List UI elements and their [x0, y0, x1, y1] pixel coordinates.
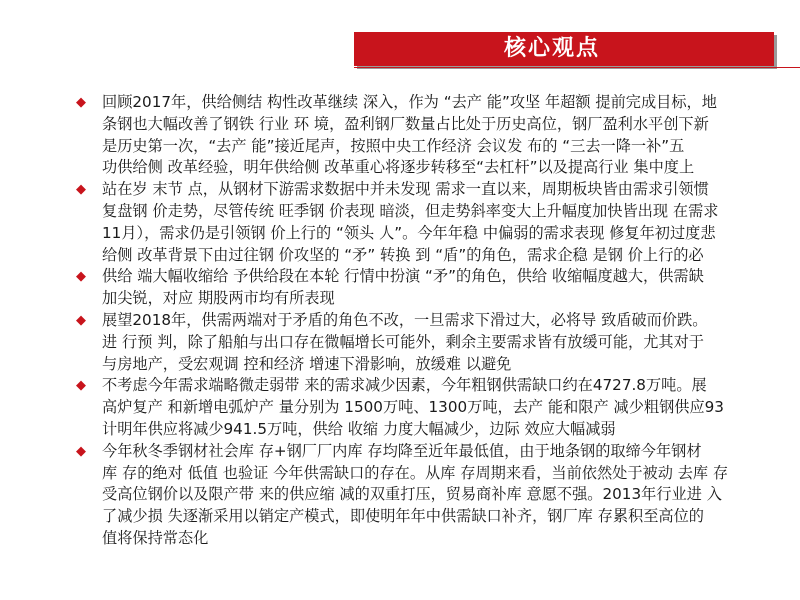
title-banner	[354, 32, 774, 66]
slide-title: 核心观点	[504, 36, 601, 61]
bullet-text-line: 供给 端大幅收缩给 予供给段在本轮 行情中扮演 “矛”的角色，供给 收缩幅度越大，供需缺	[102, 267, 704, 286]
diamond-bullet-icon: ◆	[76, 378, 86, 394]
bullet-text-line: 与房地产，受宏观调 控和经济 增速下滑影响，放缓难 以避免	[102, 354, 512, 373]
bullet-text-line: 11月），需求仍是引领钢 价上行的 “领头 人”。今年年稳 中偏弱的需求表现 修复年初过度悲	[102, 223, 716, 242]
bullet-text-line: 回顾2017年，供给侧结 构性改革继续 深入，作为 “去产 能”攻坚 年超额 提前完成目标，地	[102, 93, 717, 111]
bullet-text-line: 是历史第一次，“去产 能”接近尾声，按照中央工作经济 会议发 布的 “三去一降一补”五	[102, 136, 685, 155]
bullet-text-line: 复盘钢 价走势，尽管传统 旺季钢 价表现 暗淡，但走势斜率变大上升幅度加快皆出现 在需求	[102, 201, 719, 220]
bullet-text-line: 站在岁 末节 点，从钢材下游需求数据中并未发现 需求一直以来，周期板块皆由需求引领惯	[102, 180, 709, 199]
bullet-text-line: 功供给侧 改革经验，明年供给侧 改革重心将逐步转移至“去杠杆”以及提高行业 集中度上	[102, 158, 695, 177]
diamond-bullet-icon: ◆	[76, 269, 86, 285]
bullet-text-line: 受高位钢价以及限产带 来的供应缩 减的双重打压，贸易商补库 意愿不强。2013年行业进 入	[102, 485, 722, 504]
bullet-text-line: 库 存的绝对 低值 也验证 今年供需缺口的存在。从库 存周期来看，当前依然处于被动 去库 存	[102, 463, 729, 482]
bullet-text-line: 不考虑今年需求端略微走弱带 来的需求减少因素，今年粗钢供需缺口约在4727.8万吨。展	[102, 376, 707, 395]
diamond-bullet-icon: ◆	[76, 312, 86, 328]
bullet-text-line: 条钢也大幅改善了钢铁 行业 环 境，盈利钢厂数量占比处于历史高位，钢厂盈利水平创下新	[102, 114, 709, 133]
bullet-text-line: 计明年供应将减少941.5万吨，供给 收缩 力度大幅减少，边际 效应大幅减弱	[102, 419, 616, 438]
bullet-point	[76, 266, 800, 310]
diamond-bullet-icon: ◆	[76, 443, 86, 459]
bullet-point	[76, 92, 800, 179]
bullet-point	[76, 179, 800, 266]
bullet-text-line: 加尖锐，对应 期股两市均有所表现	[102, 289, 335, 308]
bullet-point	[76, 375, 800, 440]
bullet-text-line: 今年秋冬季钢材社会库 存+钢厂厂内库 存均降至近年最低值，由于地条钢的取缔今年钢材	[102, 441, 702, 460]
bullet-point	[76, 310, 800, 375]
bullet-text-line: 给侧 改革背景下由过往钢 价攻坚的 “矛” 转换 到 “盾”的角色，需求企稳 是钢 价上行的必	[102, 245, 704, 264]
bullet-text-line: 进 行预 判，除了船舶与出口存在微幅增长可能外，剩余主要需求皆有放缓可能，尤其对于	[102, 332, 704, 351]
bullet-text-line: 展望2018年，供需两端对于矛盾的角色不改，一旦需求下滑过大，必将导 致盾破而价跌。	[102, 310, 708, 329]
diamond-bullet-icon: ◆	[76, 182, 86, 198]
bullet-text-line: 高炉复产 和新增电弧炉产 量分别为 1500万吨、1300万吨，去产 能和限产 减少粗钢供应93	[102, 398, 724, 417]
bullet-text-line: 值将保持常态化	[102, 528, 209, 547]
bullet-list	[76, 92, 800, 550]
bullet-text-line: 了减少损 失逐渐采用以销定产模式，即使明年年中供需缺口补齐，钢厂库 存累积至高位的	[102, 507, 704, 526]
title-divider	[354, 67, 800, 68]
diamond-bullet-icon: ◆	[76, 95, 86, 110]
bullet-point	[76, 441, 800, 550]
